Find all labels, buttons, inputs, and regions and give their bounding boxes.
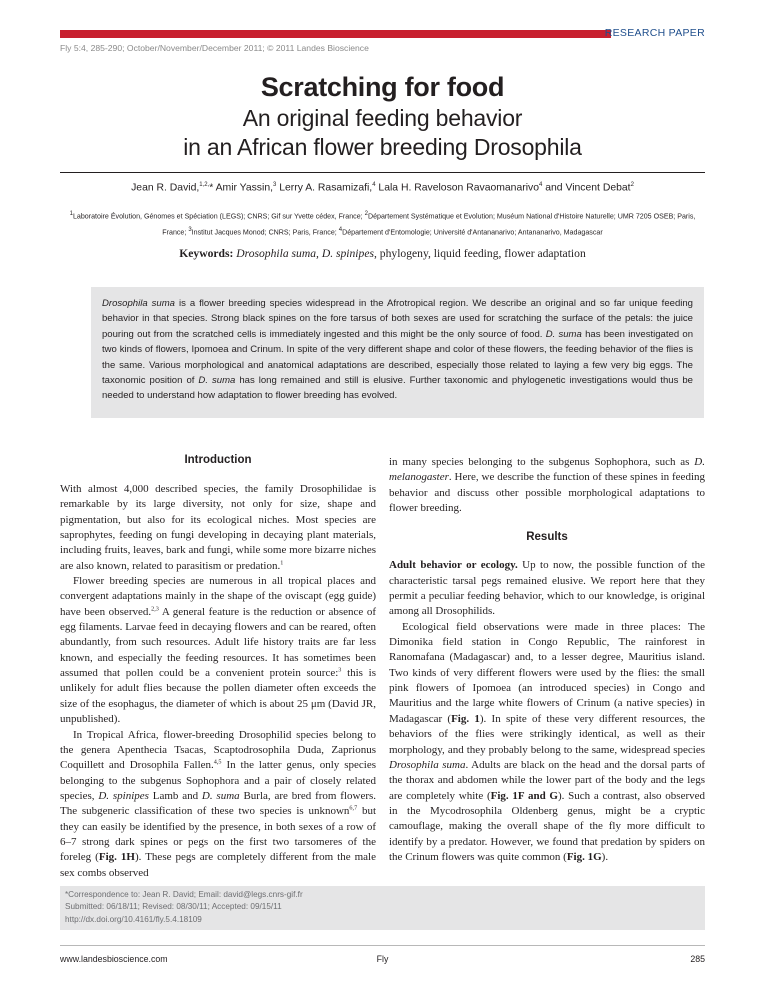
paragraph-text: Ecological field observations were made in three places: The Dimonika field station in Congo Republic, The rainforest in Ranomafana (Madagascar) and, to a lesser degree, Mauritius island. Two kinds of very different flowers were used by the flies: the small pink flowers of Ipomoea (an introduced species) in Congo and Mauritius and the large white flowers of Crinum (a native species) in Madagascar (: [389, 620, 705, 725]
header-color-bar: [60, 30, 611, 38]
article-title: Scratching for food: [260, 72, 505, 102]
paragraph-text: ).: [601, 850, 609, 863]
author-affiliation-marker: 3: [272, 182, 277, 188]
figure-reference[interactable]: Fig. 1G: [566, 850, 602, 863]
keywords-label: Keywords:: [179, 247, 234, 260]
paragraph-text: Lamb and: [148, 789, 202, 802]
author-name: Jean R. David,: [131, 182, 200, 194]
title-divider: [60, 172, 705, 173]
abstract-sentence: has been investigated on two kinds of flowers, Ipomoea and Crinum. In spite of the very different shape and color of these flowers, the feeding behavior of the flies is the same. Various morphological and anatomical adaptations are described, especially those related to laying a few very big eggs. The taxonomic position of: [102, 328, 694, 387]
author-name: Lerry A. Rasamizafi,: [279, 182, 373, 194]
introduction-heading: Introduction: [184, 454, 252, 466]
citation-ref: 1: [280, 559, 284, 567]
author-affiliation-marker: 1,2,: [199, 182, 210, 188]
section-label: RESEARCH PAPER: [604, 27, 705, 39]
submission-dates: Submitted: 06/18/11; Revised: 08/30/11; Accepted: 09/15/11: [65, 902, 282, 912]
run-in-heading: Adult behavior or ecology.: [389, 559, 518, 572]
affiliations: [60, 208, 705, 240]
paragraph-text: but they can easily be identified by the presence, in both sexes of a row of 6–7 strong dark spines or pegs on the first two tarsomeres of the foreleg (: [60, 805, 377, 864]
keywords: [60, 247, 705, 260]
author-separator: and: [542, 182, 566, 194]
affiliation-text: Département d'Entomologie; Université d'Antananarivo; Antananarivo, Madagascar: [342, 228, 603, 237]
author-affiliation-marker: 2: [630, 182, 634, 188]
left-column: [60, 452, 376, 881]
affiliation-text: Institut Jacques Monod; CNRS; Paris, France;: [191, 228, 339, 237]
abstract-text: [102, 296, 693, 404]
intro-paragraph-3: [60, 728, 376, 881]
paragraph-text: . Adults are black on the head and the dorsal parts of the thorax and abdomen while the lower part of the body and the legs are completely white (: [389, 758, 705, 802]
title-block: [60, 70, 705, 162]
figure-reference[interactable]: Fig. 1: [451, 712, 480, 725]
paragraph-text: ). These pegs are completely different from the male sex combs observed: [60, 851, 377, 879]
species-name: D. suma: [545, 328, 582, 340]
figure-reference[interactable]: Fig. 1H: [98, 851, 135, 864]
paragraph-text: Flower breeding species are numerous in all tropical places and convergent adaptations mainly in the shape of the oviscapt (egg guide) have been observed.: [60, 575, 376, 618]
keywords-rest: , phylogeny, liquid feeding, flower adaptation: [374, 247, 586, 260]
citation-ref: 3: [338, 666, 342, 674]
footer-website[interactable]: www.landesbioscience.com: [60, 954, 168, 964]
affiliation-text: Laboratoire Évolution, Génomes et Spéciation (LEGS); CNRS; Gif sur Yvette cédex, France;: [72, 212, 365, 221]
species-name: D. melanogaster: [389, 456, 705, 484]
species-name: D. suma: [198, 375, 236, 387]
author-name: Vincent Debat: [565, 182, 631, 194]
keywords-species: Drosophila suma, D. spinipes: [236, 247, 374, 260]
author-affiliation-marker: 4: [539, 182, 543, 188]
abstract-box: [91, 287, 704, 418]
author-name: Lala H. Raveloson Ravaomanarivo: [378, 182, 539, 194]
paragraph-text: With almost 4,000 described species, the family Drosophilidae is remarkable by its large diversity, not only for size, shape and pigmentation, but also for its ecological niches. Most species are saprophytes, feeding on fungi developing in decaying plant materials, including fruits, leaves, bark and fungi, while some more bizarre niches are also known, related to parasitism or predation.: [60, 483, 376, 572]
species-name: D. suma: [201, 789, 240, 802]
affiliation-number: 4: [338, 226, 343, 233]
citation-ref: 6,7: [349, 804, 358, 812]
article-subtitle-line-2: in an African flower breeding Drosophila: [183, 134, 582, 160]
results-paragraph-2: [389, 620, 705, 866]
author-name: Amir Yassin,: [215, 182, 273, 194]
paragraph-text: . Here, we describe the function of these spines in feeding behavior and discuss other possible morphological adaptations to flower breeding.: [389, 471, 705, 515]
species-name: Drosophila suma: [102, 298, 175, 309]
results-paragraph-1: [389, 558, 705, 619]
author-separator: *: [209, 182, 216, 194]
abstract-sentence: is a flower breeding species widespread in the Afrotropical region. We describe an original and so far unique feeding behavior in that species. Strong black spines on the fore tarsus of both sexes are used for scratching the surface of the petals: the juice pouring out from the scratched cells is immediately ingested and this might be the only source of food.: [102, 298, 693, 340]
abstract-sentence: has long remained and still is elusive. Further taxonomic and phylogenetic investigations would thus be needed to understand how adaptation to flower breeding has evolved.: [102, 375, 693, 402]
paragraph-text: In Tropical Africa, flower-breeding Drosophilid species belong to the genera Apenthecia Tsacas, Scaptodrosophila Duda, Zaprionus Coquillett and Drosophila Fallen.: [60, 728, 376, 772]
paragraph-text: Burla, are bred from flowers. The subgeneric classification of these two species is unknown: [60, 789, 377, 818]
results-heading: Results: [526, 531, 568, 544]
affiliation-number: 2: [364, 211, 368, 217]
doi-link[interactable]: http://dx.doi.org/10.4161/fly.5.4.18109: [65, 914, 202, 924]
paragraph-text: in many species belonging to the subgenus Sophophora, such as: [389, 456, 695, 468]
footer-journal: Fly: [376, 954, 389, 964]
author-affiliation-marker: 4: [372, 182, 376, 188]
affiliation-number: 1: [69, 211, 73, 217]
paragraph-text: In the latter genus, only species belonging to the subgenus Sophophora and a pair of closely related species,: [60, 759, 376, 802]
right-column: [389, 455, 705, 865]
paragraph-text: ). In spite of these very different resources, the behaviors of the flies were strikingly identical, as well as their morphology, and they probably belong to the same, widespread species: [389, 712, 705, 756]
paragraph-text: A general feature is the reduction or absence of egg filaments. Larvae feed in decaying flowers and can be reared, often abundantly, from such resources. Adult life history traits are far less known, and especially the feeding resources. It has sometimes been assumed that pollen could be a convenient protein source:: [60, 605, 376, 680]
correspondence-line: *Correspondence to: Jean R. David; Email: david@legs.cnrs-gif.fr: [65, 890, 303, 899]
journal-citation-line: Fly 5:4, 285-290; October/November/December 2011; © 2011 Landes Bioscience: [60, 43, 369, 53]
correspondence-box: [60, 886, 705, 930]
paragraph-text: ). Such a contrast, also observed in the Mycodrosophila Oldenberg genus, might be a cryptic camouflage, making the overall shape of the fly more difficult to identify by a predator. However, we found that predation by spiders on the Crinum flowers was quite common (: [389, 789, 706, 863]
page-number: 285: [690, 954, 705, 964]
citation-ref: 4,5: [213, 758, 222, 766]
affiliation-text: Département Systématique et Evolution; Muséum National d'Histoire Naturelle; UMR 7205 OSEB; Paris, France;: [162, 212, 696, 237]
intro-paragraph-1: [60, 482, 376, 574]
author-list: [60, 182, 705, 193]
continued-paragraph: [389, 455, 705, 516]
paragraph-text: Up to now, the possible function of the characteristic tarsal pegs remained elusive. We report here that they permit a peculiar feeding behavior, which to our knowledge, is original among all Drosophilids.: [389, 559, 706, 618]
figure-reference[interactable]: Fig. 1F and G: [490, 789, 558, 802]
species-name: Drosophila suma: [389, 758, 466, 771]
article-subtitle-line-1: An original feeding behavior: [242, 105, 523, 131]
citation-ref: 2,3: [151, 605, 159, 613]
intro-paragraph-2: [60, 574, 376, 727]
affiliation-number: 3: [188, 226, 192, 233]
species-name: D. spinipes: [98, 789, 149, 802]
paragraph-text: this is unlikely for adult flies because the pollen diameter often exceeds the size of the esophagus, the diameter of which is about 25 μm (David JR, unpublished).: [60, 667, 376, 726]
footer-divider: [60, 945, 705, 946]
